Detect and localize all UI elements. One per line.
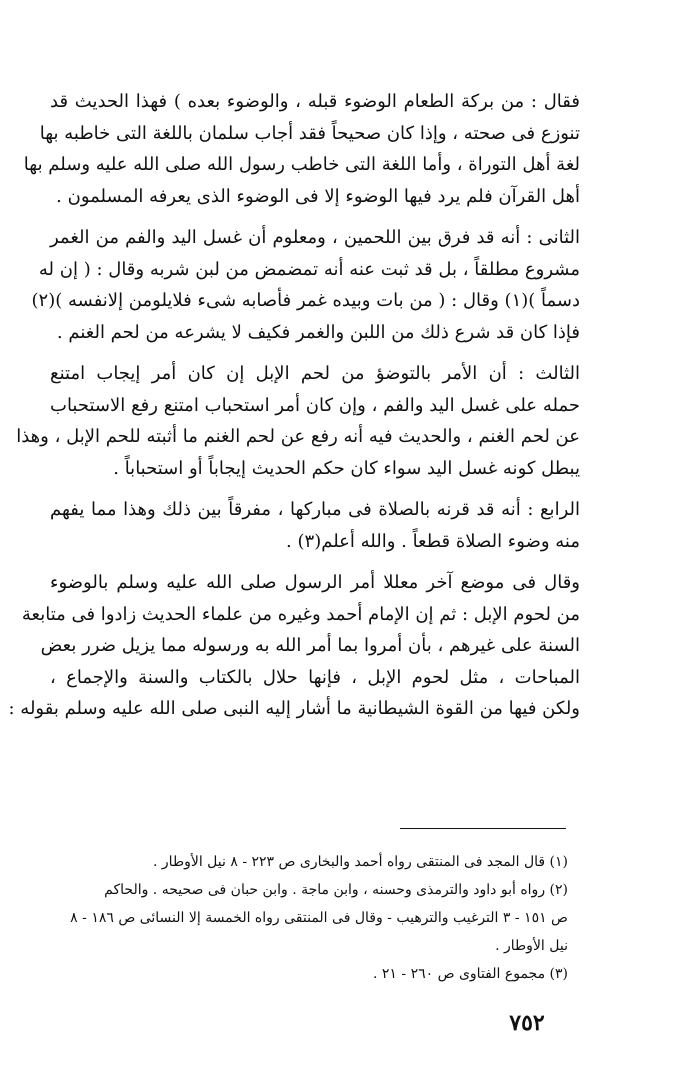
text-line: تنوزع فى صحته ، وإذا كان صحيحاً فقد أجاب سلمان باللغة التى خاطبه بها [39, 122, 580, 144]
text-line: حمله على غسل اليد والفم ، وإن كان أمر استحباب امتنع رفع الاستحباب [50, 394, 580, 416]
text-line: فقال : من بركة الطعام الوضوء قبله ، والوضوء بعده ) فهذا الحديث قد [50, 91, 580, 112]
footnote-3: (٣) مجموع الفتاوى ص ٢٦٠ - ٢١ . [372, 966, 568, 982]
text-line: من لحوم الإبل : ثم إن الإمام أحمد وغيره من علماء الحديث زادوا فى متابعة [21, 603, 580, 625]
text-line: مشروع مطلقاً ، بل قد ثبت عنه أنه تمضمض من لبن شربه وقال : ( إن له [38, 258, 580, 280]
text-line: فإذا كان قد شرع ذلك من اللبن والغمر فكيف لا يشرعه من لحم الغنم . [56, 321, 580, 343]
footnote-1: (١) قال المجد فى المنتقى رواه أحمد والبخارى ص ٢٢٣ - ٨ نيل الأوطار . [153, 854, 568, 870]
footnote-2-line: ص ١٥١ - ٣ الترغيب والترهيب - وقال فى المنتقى رواه الخمسة إلا النسائى ص ١٨٦ - ٨ [70, 910, 568, 926]
text-line: الثالث : أن الأمر بالتوضؤ من لحم الإبل إن كان أمر إيجاب امتنع [50, 363, 580, 384]
paragraph-1 [23, 86, 580, 212]
footnote-2-line: (٢) رواه أبو داود والترمذى وحسنه ، وابن ماجة . وابن حبان فى صحيحه . والحاكم [104, 882, 568, 898]
text-line: أهل القرآن فلم يرد فيها الوضوء إلا فى الوضوء الذى يعرفه المسلمون . [56, 185, 580, 207]
text-line: منه وضوء الصلاة قطعاً . والله أعلم(٣) . [286, 530, 580, 552]
paragraph-4 [50, 494, 580, 557]
page-number: ٧٥٢ [509, 1010, 545, 1036]
paragraph-2 [31, 222, 580, 348]
text-line: دسماً )(١) وقال : ( من بات وبيده غمر فأصابه شىء فلايلومن إلانفسه )(٢) [31, 290, 580, 311]
text-line: عن لحم الغنم ، والحديث فيه أنه رفع عن لحم الغنم ما أثبته للحم الإبل ، وهذا [16, 426, 580, 447]
text-line: السنة على غيرهم ، بأن أمروا بما أمر الله به ورسوله مما يزيل ضرر بعض [40, 635, 580, 656]
paragraph-5 [8, 567, 581, 725]
text-line: يبطل كونه غسل اليد سواء كان حكم الحديث إيجاباً أو استحباباً . [113, 457, 580, 479]
text-line: المباحات ، مثل لحوم الإبل ، فإنها حلال بالكتاب والسنة والإجماع ، [50, 666, 581, 688]
footnotes [40, 848, 568, 988]
paragraph-3 [16, 358, 580, 484]
footnote-2-line: نيل الأوطار . [495, 938, 568, 954]
main-text [8, 86, 581, 725]
text-line: وقال فى موضع آخر معللا أمر الرسول صلى الله عليه وسلم بالوضوء [50, 572, 580, 593]
text-line: الرابع : أنه قد قرنه بالصلاة فى مباركها ، مفرقاً بين ذلك وهذا مما يفهم [50, 499, 580, 520]
text-line: لغة أهل التوراة ، وأما اللغة التى خاطب رسول الله صلى الله عليه وسلم بها [23, 154, 580, 175]
footnote-divider [400, 828, 566, 829]
text-line: الثانى : أنه قد فرق بين اللحمين ، ومعلوم أن غسل اليد والفم من الغمر [50, 227, 580, 248]
text-line: ولكن فيها من القوة الشيطانية ما أشار إليه النبى صلى الله عليه وسلم بقوله : [8, 698, 580, 719]
